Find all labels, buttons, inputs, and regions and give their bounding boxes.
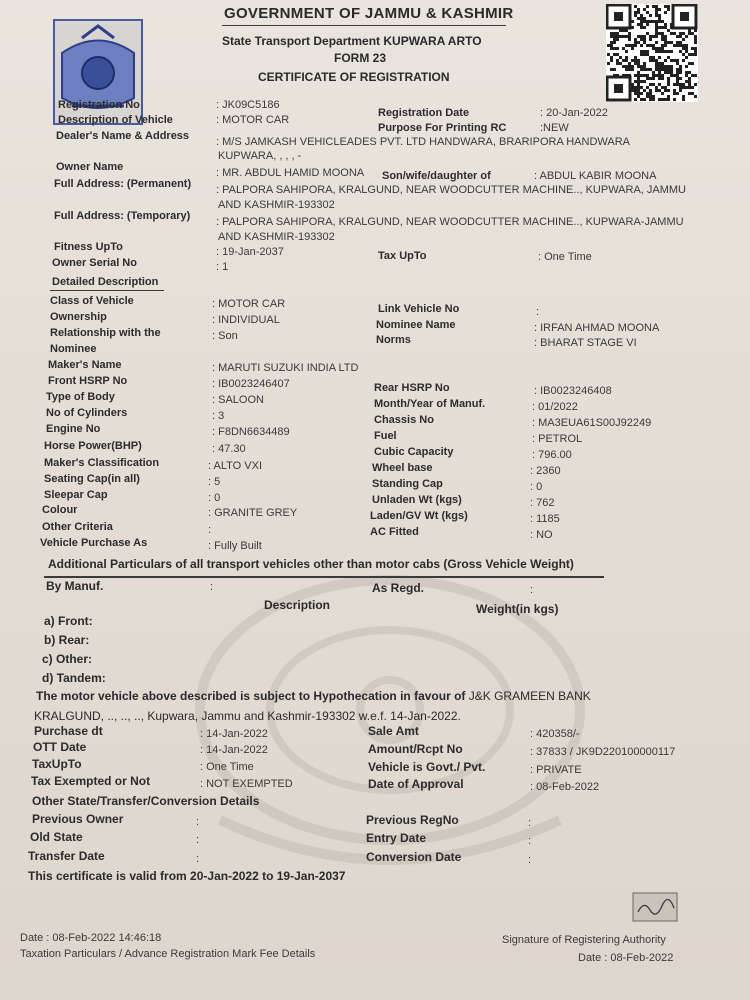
reg-date-label: Registration Date [378,107,470,119]
detail-left-row-3-label: Nominee [50,343,97,355]
detail-left-row-10-label: Maker's Classification [44,457,160,469]
transfer-left-row-2-value: : [196,853,200,865]
as-regd-label: As Regd. [372,581,425,595]
detail-right-row-2-label: Norms [376,334,411,346]
purpose-label: Purpose For Printing RC [378,122,507,134]
detailed-title: Detailed Description [52,276,159,288]
desc-label: Description of Vehicle [58,114,173,126]
fitness-label: Fitness UpTo [54,241,123,253]
by-manuf-colon: : [210,581,214,593]
as-regd-colon: : [530,584,534,596]
detail-left-row-0-label: Class of Vehicle [50,295,134,307]
detail-left-row-13-label: Colour [42,504,78,516]
purchase-left-row-0-label: Purchase dt [34,724,103,738]
transfer-right-row-2-value: : [528,854,532,866]
tax-value: : One Time [538,251,592,263]
signature-date: Date : 08-Feb-2022 [578,952,674,964]
detail-right-row-0-value: : [536,306,540,318]
detail-left-row-12-label: Sleepar Cap [44,489,108,501]
detail-right-row-11-label: Laden/GV Wt (kgs) [370,510,468,522]
reg-date-value: : 20-Jan-2022 [540,107,608,119]
serial-value: : 1 [216,261,229,273]
reg-no-label: Registration No [58,99,140,111]
dealer-line1: : M/S JAMKASH VEHICLEADES PVT. LTD HANDWARA, BRARIPORA HANDWARA [216,136,630,148]
detail-left-row-11-value: : 5 [208,476,221,488]
detail-right-row-4-value: : 01/2022 [532,401,578,413]
hypothecation-line1 [36,689,591,703]
hypothecation-line2: KRALGUND, .., .., .., Kupwara, Jammu and Kashmir-193302 w.e.f. 14-Jan-2022. [34,709,461,723]
detail-left-row-4-label: Maker's Name [48,359,122,371]
detail-left-row-6-label: Type of Body [46,391,115,403]
qr-code-icon [606,4,698,102]
detail-left-row-1-label: Ownership [50,311,107,323]
detail-right-row-3-value: : IB0023246408 [534,385,612,397]
purpose-value: :NEW [540,122,569,134]
purchase-left-row-2-label: TaxUpTo [32,757,82,771]
purchase-right-row-1-value: : 37833 / JK9D220100000117 [530,746,676,758]
detail-left-row-14-label: Other Criteria [42,521,113,533]
transfer-left-row-0-value: : [196,816,200,828]
purchase-right-row-3-value: : 08-Feb-2022 [530,781,600,793]
detail-right-row-5-label: Chassis No [374,414,434,426]
purchase-left-row-3-label: Tax Exempted or Not [31,774,151,788]
detail-right-row-5-value: : MA3EUA61S00J92249 [532,417,652,429]
temp-address-label: Full Address: (Temporary) [54,210,191,222]
hypothecation-bank: J&K GRAMEEN BANK [465,689,591,703]
detail-right-row-12-value: : NO [530,529,553,541]
detail-left-row-12-value: : 0 [208,492,221,504]
detail-right-row-6-label: Fuel [374,430,397,442]
additional-title: Additional Particulars of all transport vehicles other than motor cabs (Gross Vehicle Weight) [48,557,574,571]
signature-label: Signature of Registering Authority [502,934,666,946]
transfer-title: Other State/Transfer/Conversion Details [32,794,260,808]
detail-right-row-1-value: : IRFAN AHMAD MOONA [534,322,660,334]
detail-right-row-12-label: AC Fitted [370,526,419,538]
validity-text: This certificate is valid from 20-Jan-2022 to 19-Jan-2037 [28,869,346,883]
tandem-label: d) Tandem: [42,671,106,685]
footer-date: Date : 08-Feb-2022 14:46:18 [20,932,162,944]
desc-value: : MOTOR CAR [216,114,290,126]
detail-left-row-9-label: Horse Power(BHP) [44,440,142,452]
tax-label: Tax UpTo [378,250,427,262]
detail-left-row-8-value: : F8DN6634489 [212,426,290,438]
perm-address-line1: : PALPORA SAHIPORA, KRALGUND, NEAR WOODCUTTER MACHINE.., KUPWARA, JAMMU [216,184,687,196]
transfer-right-row-0-value: : [528,817,532,829]
by-manuf-label: By Manuf. [46,579,104,593]
fitness-value: : 19-Jan-2037 [216,246,284,258]
hypothecation-bold: The motor vehicle above described is subject to Hypothecation in favour of [36,689,466,703]
detail-left-row-15-value: : Fully Built [208,540,262,552]
swd-label: Son/wife/daughter of [382,170,491,182]
detail-left-row-5-value: : IB0023246407 [212,378,290,390]
detail-right-row-8-label: Wheel base [372,462,433,474]
transfer-right-row-1-value: : [528,835,532,847]
transfer-left-row-1-label: Old State [30,830,83,844]
owner-value: : MR. ABDUL HAMID MOONA [216,167,365,179]
detail-left-row-13-value: : GRANITE GREY [208,507,298,519]
purchase-right-row-2-value: : PRIVATE [530,764,582,776]
detail-left-row-2-value: : Son [212,330,238,342]
detail-left-row-15-label: Vehicle Purchase As [40,537,148,549]
purchase-left-row-3-value: : NOT EXEMPTED [200,778,293,790]
detail-left-row-1-value: : INDIVIDUAL [212,314,280,326]
detail-right-row-9-value: : 0 [530,481,543,493]
govt-heading: GOVERNMENT OF JAMMU & KASHMIR [224,5,514,22]
other-label: c) Other: [42,652,93,666]
detail-right-row-3-label: Rear HSRP No [374,382,450,394]
detail-left-row-0-value: : MOTOR CAR [212,298,286,310]
detail-right-row-6-value: : PETROL [532,433,583,445]
perm-address-label: Full Address: (Permanent) [54,178,192,190]
reg-no-value: : JK09C5186 [216,99,280,111]
purchase-left-row-2-value: : One Time [200,761,254,773]
form-number: FORM 23 [334,51,387,65]
purchase-right-row-1-label: Amount/Rcpt No [368,742,463,756]
detail-left-row-6-value: : SALOON [212,394,264,406]
purchase-right-row-0-label: Sale Amt [368,724,419,738]
detail-right-row-7-value: : 796.00 [532,449,572,461]
purchase-right-row-0-value: : 420358/- [530,728,580,740]
front-label: a) Front: [44,614,93,628]
temp-address-line1: : PALPORA SAHIPORA, KRALGUND, NEAR WOODCUTTER MACHINE.., KUPWARA-JAMMU [216,216,684,228]
certificate-title: CERTIFICATE OF REGISTRATION [258,70,450,84]
perm-address-line2: AND KASHMIR-193302 [218,199,335,211]
detail-left-row-7-label: No of Cylinders [46,407,128,419]
swd-value: : ABDUL KABIR MOONA [534,170,657,182]
transfer-left-row-2-label: Transfer Date [28,849,105,863]
purchase-left-row-1-value: : 14-Jan-2022 [200,744,268,756]
dept-heading: State Transport Department KUPWARA ARTO [222,34,482,48]
detail-left-row-5-label: Front HSRP No [48,375,128,387]
owner-label: Owner Name [56,161,124,173]
purchase-right-row-3-label: Date of Approval [368,777,464,791]
temp-address-line2: AND KASHMIR-193302 [218,231,335,243]
purchase-left-row-0-value: : 14-Jan-2022 [200,728,268,740]
detail-right-row-10-value: : 762 [530,497,555,509]
signature-stamp-icon [632,892,678,922]
description-header: Description [264,598,331,612]
detail-right-row-1-label: Nominee Name [376,319,456,331]
dealer-line2: KUPWARA, , , , - [218,150,302,162]
weight-header: Weight(in kgs) [476,602,559,616]
transfer-left-row-1-value: : [196,834,200,846]
detail-right-row-10-label: Unladen Wt (kgs) [372,494,462,506]
detail-left-row-9-value: : 47.30 [212,443,246,455]
serial-label: Owner Serial No [52,257,137,269]
detail-right-row-0-label: Link Vehicle No [378,303,460,315]
detail-left-row-11-label: Seating Cap(in all) [44,473,140,485]
detail-left-row-2-label: Relationship with the [50,327,161,339]
detail-left-row-7-value: : 3 [212,410,225,422]
transfer-right-row-1-label: Entry Date [366,831,427,845]
transfer-right-row-2-label: Conversion Date [366,850,462,864]
purchase-right-row-2-label: Vehicle is Govt./ Pvt. [368,760,486,774]
purchase-left-row-1-label: OTT Date [33,740,87,754]
dealer-label: Dealer's Name & Address [56,130,190,142]
detail-right-row-8-value: : 2360 [530,465,561,477]
detail-right-row-7-label: Cubic Capacity [374,446,454,458]
detail-left-row-4-value: : MARUTI SUZUKI INDIA LTD [212,362,359,374]
footer-taxation: Taxation Particulars / Advance Registration Mark Fee Details [20,948,316,960]
rear-label: b) Rear: [44,633,90,647]
detail-left-row-10-value: : ALTO VXI [208,460,263,472]
detail-right-row-9-label: Standing Cap [372,478,443,490]
detail-right-row-11-value: : 1185 [530,513,560,525]
detail-right-row-4-label: Month/Year of Manuf. [374,398,486,410]
detail-right-row-2-value: : BHARAT STAGE VI [534,337,637,349]
detail-left-row-14-value: : [208,524,212,536]
transfer-right-row-0-label: Previous RegNo [366,813,459,827]
transfer-left-row-0-label: Previous Owner [32,812,124,826]
detail-left-row-8-label: Engine No [46,423,101,435]
